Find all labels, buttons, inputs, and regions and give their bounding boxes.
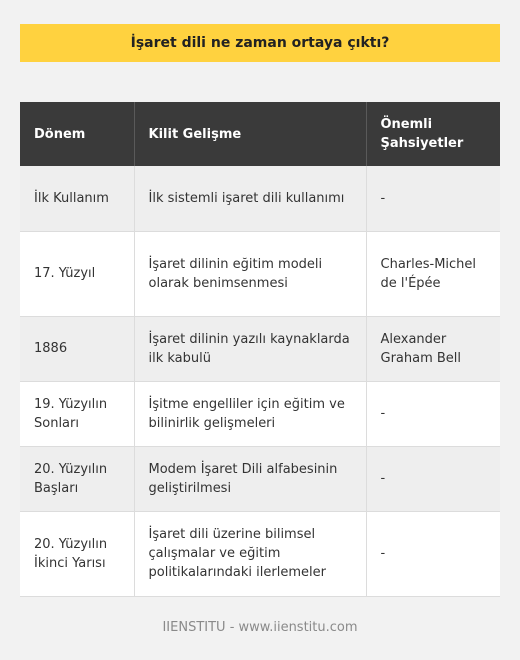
- cell-development: İşaret dili üzerine bilimsel çalışmalar ve eğitim politikalarındaki ilerlemeler: [134, 511, 366, 596]
- table-row: [20, 381, 500, 446]
- cell-figures: -: [366, 381, 500, 446]
- cell-period: 20. Yüzyılın Başları: [20, 446, 134, 511]
- footer-credit: IIENSTITU - www.iienstitu.com: [162, 620, 358, 635]
- table-header-row: [20, 102, 500, 166]
- table-row: [20, 511, 500, 596]
- cell-development: Modem İşaret Dili alfabesinin geliştirilmesi: [134, 446, 366, 511]
- column-header-key-figures: Önemli Şahsiyetler: [366, 102, 500, 166]
- table-row: [20, 231, 500, 316]
- cell-development: İlk sistemli işaret dili kullanımı: [134, 166, 366, 231]
- title-banner: [20, 24, 500, 62]
- column-header-period: Dönem: [20, 102, 134, 166]
- cell-figures: -: [366, 166, 500, 231]
- cell-figures: Charles-Michel de l'Épée: [366, 231, 500, 316]
- cell-development: İşitme engelliler için eğitim ve bilinirlik gelişmeleri: [134, 381, 366, 446]
- table-row: [20, 316, 500, 381]
- cell-figures: -: [366, 446, 500, 511]
- timeline-table: [20, 102, 500, 597]
- table-row: [20, 446, 500, 511]
- cell-figures: -: [366, 511, 500, 596]
- cell-development: İşaret dilinin yazılı kaynaklarda ilk kabulü: [134, 316, 366, 381]
- column-header-key-development: Kilit Gelişme: [134, 102, 366, 166]
- cell-period: 1886: [20, 316, 134, 381]
- cell-development: İşaret dilinin eğitim modeli olarak benimsenmesi: [134, 231, 366, 316]
- table-row: [20, 166, 500, 231]
- cell-period: 19. Yüzyılın Sonları: [20, 381, 134, 446]
- page-title: İşaret dili ne zaman ortaya çıktı?: [130, 35, 390, 51]
- cell-period: 17. Yüzyıl: [20, 231, 134, 316]
- cell-period: İlk Kullanım: [20, 166, 134, 231]
- cell-figures: Alexander Graham Bell: [366, 316, 500, 381]
- cell-period: 20. Yüzyılın İkinci Yarısı: [20, 511, 134, 596]
